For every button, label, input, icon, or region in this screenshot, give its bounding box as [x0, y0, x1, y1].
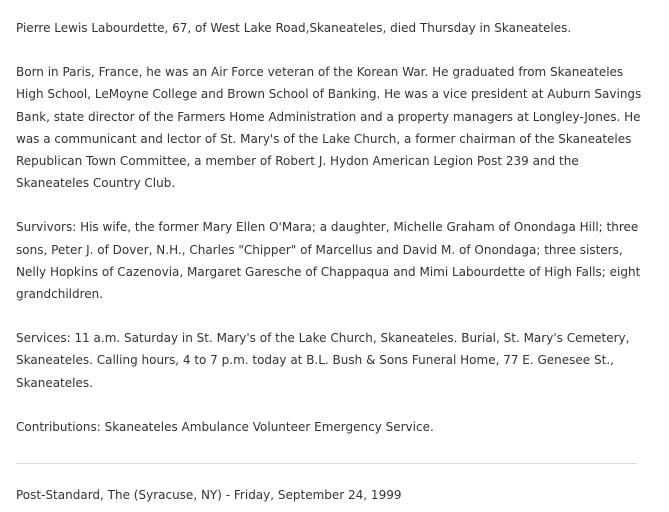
source-divider: [16, 463, 637, 464]
obituary-contributions: Contributions: Skaneateles Ambulance Volunteer Emergency Service.: [16, 419, 434, 434]
obituary-survivors: Survivors: His wife, the former Mary Ellen O'Mara; a daughter, Michelle Graham of Onondaga Hill; three sons, Peter J. of Dover, N.H., Charles "Chipper" of Marcellus and David M. of Onondaga; three sisters, Nelly Hopkins of Cazenovia, Margaret Garesche of Chappaqua and Mimi Labourdette of High Falls; eight grandchildren.: [16, 220, 641, 302]
obituary-services: Services: 11 a.m. Saturday in St. Mary's of the Lake Church, Skaneateles. Burial, St. Mary's Cemetery, Skaneateles. Calling hours, 4 to 7 p.m. today at B.L. Bush & Sons Funeral Home, 77 E. Genesee St., Skaneateles.: [16, 331, 630, 390]
obituary-biography: Born in Paris, France, he was an Air Force veteran of the Korean War. He graduated from Skaneateles High School, LeMoyne College and Brown School of Banking. He was a vice president at Auburn Savings Bank, state director of the Farmers Home Administration and a property managers at Longley-Jones. He was a communicant and lector of St. Mary's of the Lake Church, a former chairman of the Skaneateles Republican Town Committee, a member of Robert J. Hydon American Legion Post 239 and the Skaneateles Country Club.: [16, 65, 642, 191]
source-citation: Post-Standard, The (Syracuse, NY) - Friday, September 24, 1999: [16, 488, 402, 502]
obituary-intro: Pierre Lewis Labourdette, 67, of West Lake Road,Skaneateles, died Thursday in Skaneateles.: [16, 21, 572, 35]
